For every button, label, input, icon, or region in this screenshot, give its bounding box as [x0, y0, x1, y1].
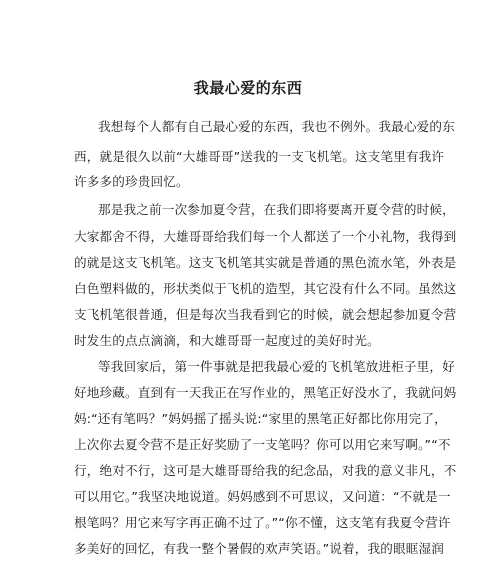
text-line: 行，绝对不行，这可是大雄哥哥给我的纪念品，对我的意义非凡，不 [74, 463, 457, 478]
text-line: 我想每个人都有自己最心爱的东西，我也不例外。我最心爱的东 [98, 119, 455, 134]
text-line: 那是我之前一次参加夏令营，在我们即将要离开夏令营的时候， [98, 202, 455, 217]
text-line: 西，就是很久以前“大雄哥哥”送我的一支飞机笔。这支笔里有我许 [74, 149, 445, 164]
text-line: 可以用它。”我坚决地说道。妈妈感到不可思议，又问道：“不就是一 [74, 489, 451, 504]
article-title: 我最心爱的东西 [193, 79, 303, 97]
text-line: 的就是这支飞机笔。这支飞机笔其实就是普通的黑色流水笔，外表是 [74, 255, 457, 270]
text-line: 大家都舍不得，大雄哥哥给我们每一个人都送了一个小礼物，我得到 [74, 229, 457, 244]
text-line: 上次你去夏令营不是正好奖励了一支笔吗？你可以用它来写啊。”“不 [74, 437, 451, 452]
text-line: 等我回家后，第一件事就是把我最心爱的飞机笔放进柜子里，好 [98, 359, 455, 374]
text-line: 妈:“还有笔吗？”妈妈摇了摇头说:“家里的黑笔正好都比你用完了， [74, 411, 447, 426]
text-line: 时发生的点点滴滴，和大雄哥哥一起度过的美好时光。 [74, 333, 380, 348]
text-line: 多美好的回忆，有我一整个暑假的欢声笑语。”说着，我的眼眶湿润 [74, 541, 444, 556]
text-line: 好地珍藏。直到有一天我正在写作业的，黑笔正好没水了，我就问妈 [74, 385, 457, 400]
text-line: 白色塑料做的，形状类似于飞机的造型，其它没有什么不同。虽然这 [74, 281, 457, 296]
text-line: 根笔吗？用它来写字再正确不过了。”“你不懂，这支笔有我夏令营许 [74, 515, 451, 530]
text-line: 支飞机笔很普通，但是每次当我看到它的时候，就会想起参加夏令营 [74, 307, 457, 322]
text-line: 许多多的珍贵回忆。 [74, 174, 189, 189]
